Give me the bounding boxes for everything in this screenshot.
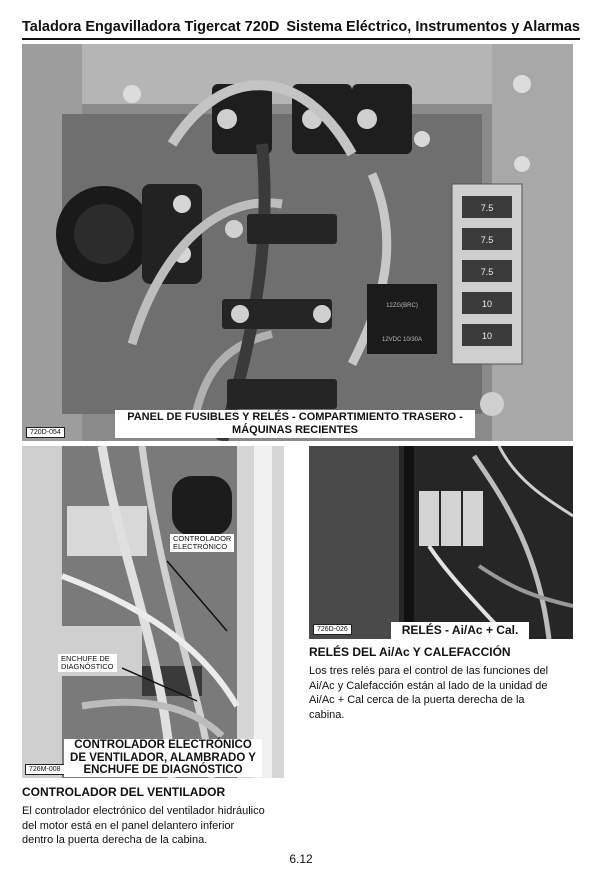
photo-id-tag: 720D-054 xyxy=(26,427,65,438)
relays-caption: RELÉS - Ai/Ac + Cal. xyxy=(391,622,529,639)
fuse-rating-5: 10 xyxy=(481,331,493,341)
fuse-rating-4: 10 xyxy=(481,299,493,309)
header-title-right: Sistema Eléctrico, Instrumentos y Alarmas xyxy=(286,19,580,35)
label-diagnostic-plug xyxy=(58,654,117,672)
section-heading-ac-relays: RELÉS DEL Ai/Ac Y CALEFACCIÓN xyxy=(309,645,511,659)
relay-marking-1: 12ZG(BRC) xyxy=(386,303,418,309)
fan-controller-photo xyxy=(22,446,284,778)
fan-caption-line1: CONTROLADOR ELECTRÓNICO xyxy=(74,739,252,751)
fan-caption-line2: DE VENTILADOR, ALAMBRADO Y xyxy=(70,751,256,764)
fuse-rating-3: 7.5 xyxy=(480,267,494,277)
section-heading-fan-controller: CONTROLADOR DEL VENTILADOR xyxy=(22,785,226,799)
fan-caption-line3: ENCHUFE DE DIAGNÓSTICO xyxy=(83,764,243,776)
relay-marking-2: 12VDC 10/30A xyxy=(381,337,423,343)
fuse-relay-panel-photo xyxy=(22,44,573,441)
fuse-rating-2: 7.5 xyxy=(480,235,494,245)
label-electronic-controller xyxy=(170,534,234,552)
label-plug-line2: DIAGNÓSTICO xyxy=(61,662,114,671)
main-photo-caption xyxy=(115,410,475,438)
photo-id-tag: 726M-008 xyxy=(25,764,65,775)
page-number: 6.12 xyxy=(289,852,313,866)
main-caption-line2: MÁQUINAS RECIENTES xyxy=(232,424,358,436)
page-header xyxy=(22,14,580,40)
label-controller-line2: ELECTRÓNICO xyxy=(173,542,228,551)
ac-heat-relays-photo xyxy=(309,446,573,639)
section-text-ac-relays: Los tres relés para el control de las funciones del Ai/Ac y Calefacción están al lado de la unidad de Ai/Ac + Cal cerca de la puerta derecha de la cabina. xyxy=(309,665,549,721)
main-caption-line1: PANEL DE FUSIBLES Y RELÉS - COMPARTIMIENTO TRASERO - xyxy=(127,411,463,423)
label-controller-line1: CONTROLADOR xyxy=(173,534,232,543)
fan-controller-caption xyxy=(64,739,262,777)
header-title-left: Taladora Engavilladora Tigercat 720D xyxy=(22,19,280,35)
label-plug-line1: ENCHUFE DE xyxy=(61,654,110,663)
section-text-fan-controller: El controlador electrónico del ventilador hidráulico del motor está en el panel delantero inferior dentro la puerta derecha de la cabina. xyxy=(22,805,265,846)
fuse-rating-1: 7.5 xyxy=(480,203,494,213)
photo-id-tag: 726D-026 xyxy=(313,624,352,635)
